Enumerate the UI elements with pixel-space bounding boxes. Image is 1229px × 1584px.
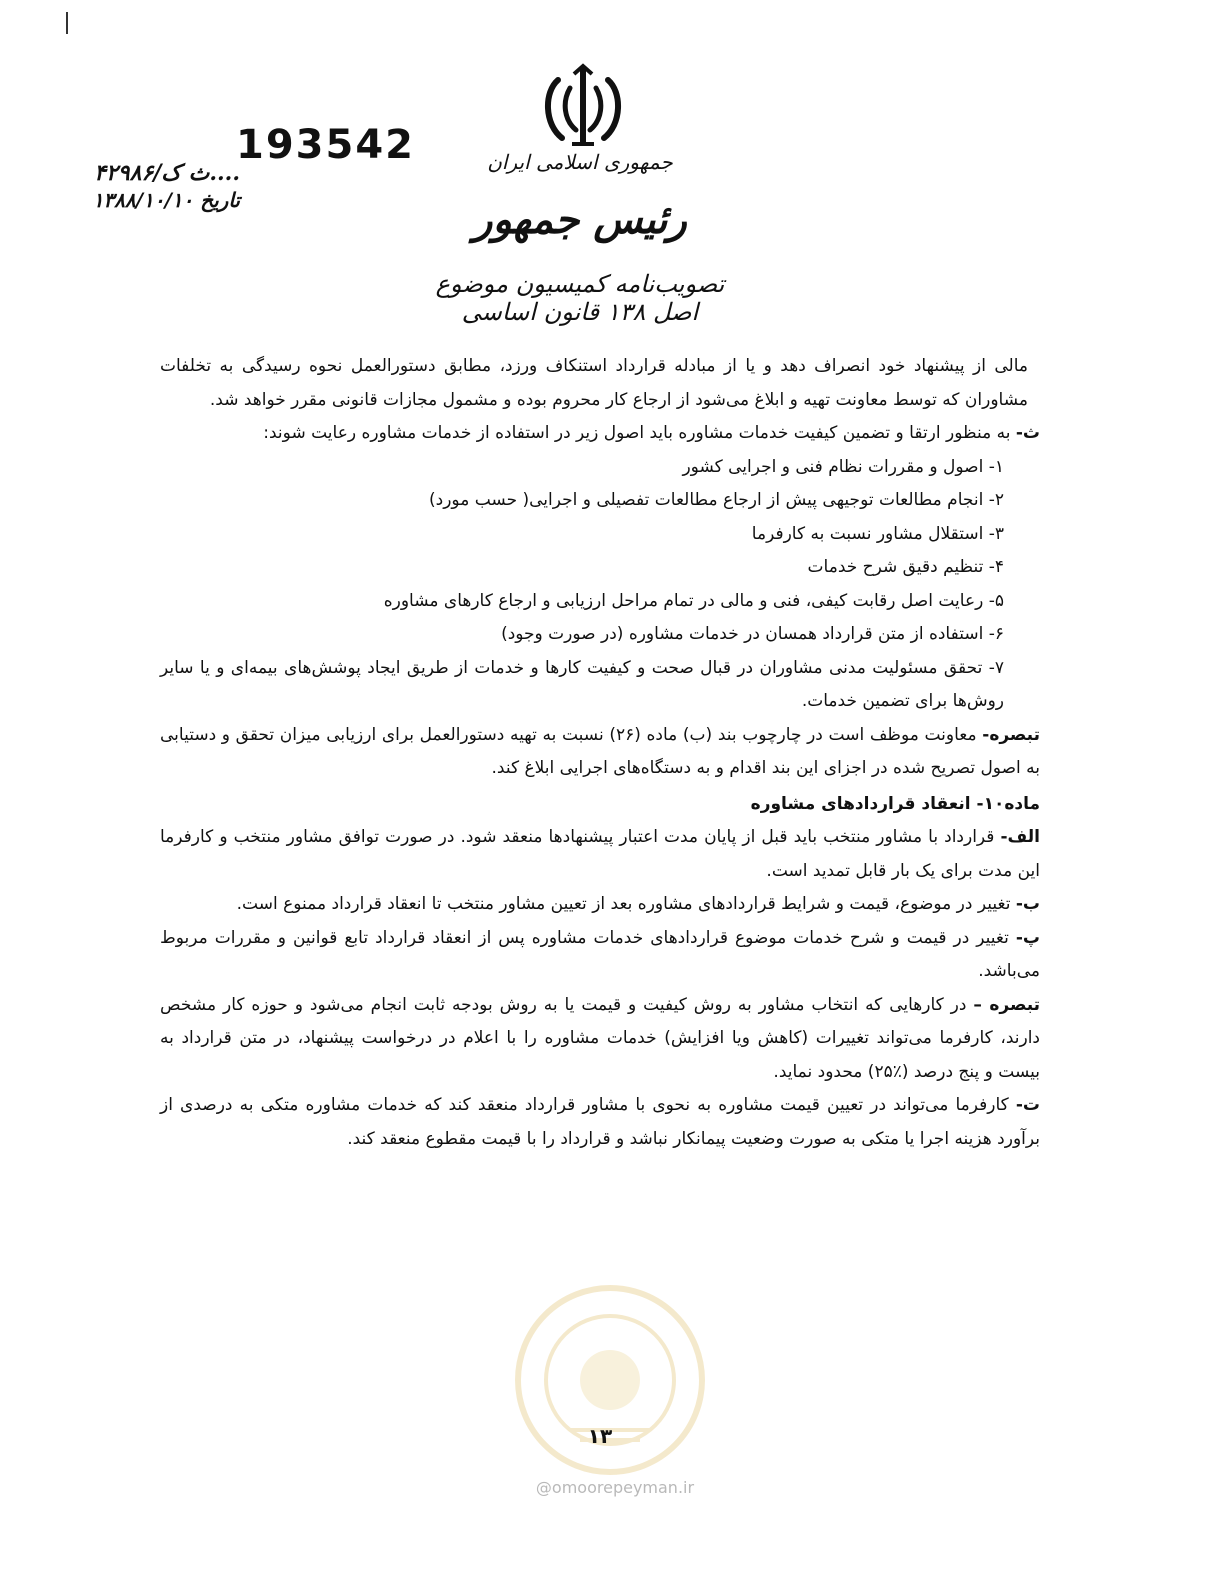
clause-label: پ- bbox=[1015, 927, 1040, 948]
note-text: معاونت موظف است در چارچوب بند (ب) ماده (۲۶) نسبت به تهیه دستورالعمل برای ارزیابی میزان تحقق و دستیابی به اصول تصریح شده در اجزای این بند اقدام و به دستگاه‌های اجرایی ابلاغ کند. bbox=[160, 724, 1040, 778]
article-heading: ماده۱۰- انعقاد قراردادهای مشاوره bbox=[750, 793, 1040, 814]
clause-text: تغییر در قیمت و شرح خدمات موضوع قراردادهای خدمات مشاوره پس از انعقاد قرارداد تابع قوانین و مقررات مربوط می‌باشد. bbox=[160, 927, 1040, 981]
clause-alef bbox=[160, 821, 1040, 888]
list-item: ۵- رعایت اصل رقابت کیفی، فنی و مالی در تمام مراحل ارزیابی و ارجاع کارهای مشاوره bbox=[383, 590, 1004, 611]
reference-number: ۴۲۹۸۶/ث ک.... bbox=[94, 160, 240, 186]
clause-text: کارفرما می‌تواند در تعیین قیمت مشاوره به نحوی با مشاور قرارداد منعقد کند که خدمات مشاوره متکی به درصدی از برآورد هزینه اجرا یا متکی به صورت وضعیت پیمانکار نباشد و قرارداد را با قیمت مقطوع منعقد کند. bbox=[160, 1095, 1040, 1149]
office-title: رئیس جمهور bbox=[473, 196, 687, 243]
state-emblem bbox=[538, 62, 628, 152]
note-two bbox=[160, 989, 1040, 1090]
date-line: تاریخ ۱۳۸۸/۱۰/۱۰ bbox=[92, 188, 240, 212]
note-label: تبصره – bbox=[973, 994, 1041, 1015]
list-item: ۶- استفاده از متن قرارداد همسان در خدمات مشاوره (در صورت وجود) bbox=[501, 624, 1004, 644]
list-item: ۳- استقلال مشاور نسبت به کارفرما bbox=[751, 523, 1004, 544]
watermark-text: @omoorepeyman.ir bbox=[535, 1478, 695, 1497]
clause-text: به منظور ارتقا و تضمین کیفیت خدمات مشاوره باید اصول زیر در استفاده از خدمات مشاوره رعایت شوند: bbox=[263, 423, 1011, 443]
stamp-number: 193542 bbox=[236, 122, 415, 168]
clause-text: قرارداد با مشاور منتخب باید قبل از پایان مدت اعتبار پیشنهادها منعقد شود. در صورت توافق مشاور منتخب و کارفرما این مدت برای یک بار قابل تمدید است. bbox=[160, 827, 1040, 881]
clause-label: ث- bbox=[1015, 423, 1040, 443]
note-text: در کارهایی که انتخاب مشاور به روش کیفیت و قیمت یا به روش بودجه ثابت انجام می‌شود و حوزه کار مشخص دارند، کارفرما می‌تواند تغییرات (کاهش ویا افزایش) خدمات مشاوره را با اعلام در درخواست پیشنهاد، در متن قرارداد به بیست و پنج درصد (٪۲۵) محدود نماید. bbox=[160, 994, 1040, 1082]
clause-label: ت- bbox=[1015, 1095, 1040, 1115]
list-item: ۱- اصول و مقررات نظام فنی و اجرایی کشور bbox=[682, 456, 1004, 477]
clause-pe bbox=[160, 922, 1040, 989]
list-item: ۲- انجام مطالعات توجیهی پیش از ارجاع مطالعات تفصیلی و اجرایی( حسب مورد) bbox=[429, 490, 1004, 510]
clause-label: الف- bbox=[1000, 827, 1040, 847]
corner-mark bbox=[66, 12, 68, 34]
list-item: ۴- تنظیم دقیق شرح خدمات bbox=[807, 557, 1004, 577]
clause-text: تغییر در موضوع، قیمت و شرایط قراردادهای مشاوره بعد از تعیین مشاور منتخب تا انعقاد قرارداد ممنوع است. bbox=[236, 894, 1011, 914]
note-one bbox=[160, 719, 1040, 786]
clause-th bbox=[160, 417, 1040, 451]
watermark-seal-icon bbox=[500, 1280, 720, 1480]
document-body bbox=[160, 350, 1040, 1156]
clause-te bbox=[160, 1089, 1040, 1156]
note-label: تبصره- bbox=[982, 724, 1041, 745]
page-number: ۱۳ bbox=[587, 1424, 613, 1448]
clause-be bbox=[160, 888, 1040, 922]
paragraph-continuation: مالی از پیشنهاد خود انصراف دهد و یا از مبادله قرارداد استنکاف ورزد، مطابق دستورالعمل نحوه رسیدگی به تخلفات مشاوران که توسط معاونت تهیه و ابلاغ می‌شود از ارجاع کار محروم بوده و مشمول مجازات قانونی مقرر خواهد شد. bbox=[160, 356, 1028, 410]
clause-label: ب- bbox=[1015, 894, 1040, 914]
approval-title: تصویب‌نامه کمیسیون موضوع اصل ۱۳۸ قانون اساسی bbox=[435, 270, 725, 326]
country-title: جمهوری اسلامی ایران bbox=[487, 150, 673, 174]
list-item: ۷- تحقق مسئولیت مدنی مشاوران در قبال صحت و کیفیت کارها و خدمات از طریق ایجاد پوشش‌های بیمه‌ای و یا سایر روش‌ها برای تضمین خدمات. bbox=[160, 657, 1004, 711]
